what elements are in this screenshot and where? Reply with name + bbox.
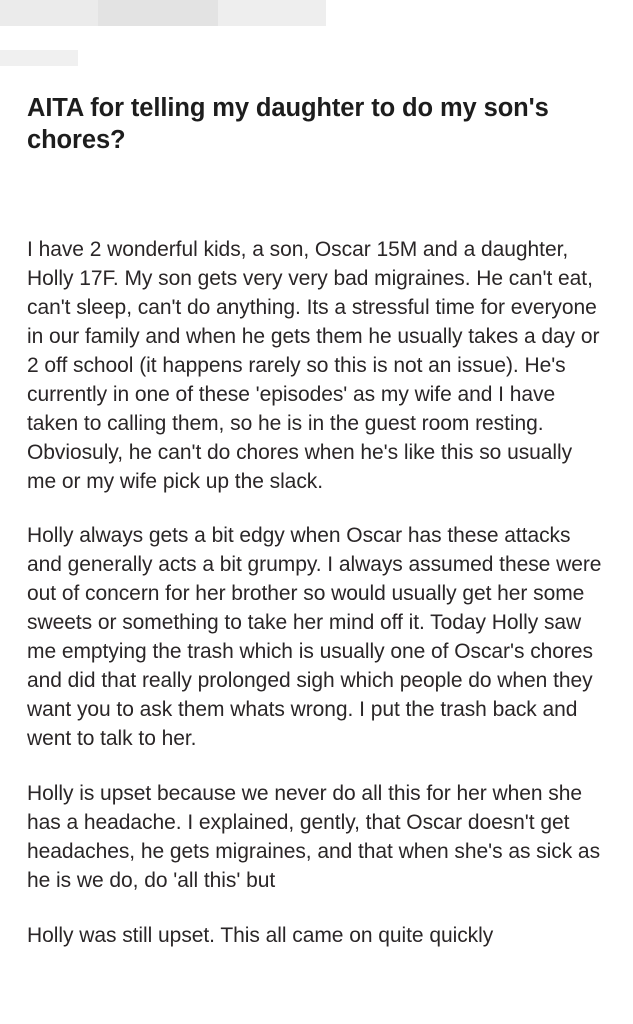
post-paragraph: I have 2 wonderful kids, a son, Oscar 15M and a daughter, Holly 17F. My son gets very very bad migraines. He can't eat, can't sleep, can't do anything. Its a stressful time for everyone in our family and when he gets them he usually takes a day or 2 off school (it happens rarely so this is not an issue). He's currently in one of these 'episodes' as my wife and I have taken to calling them, so he is in the guest room resting. Obviosuly, he can't do chores when he's like this so usually me or my wife pick up the slack. [27,237,600,493]
post-paragraph: Holly always gets a bit edgy when Oscar has these attacks and generally acts a bit grumpy. I always assumed these were out of concern for her brother so would usually get her some sweets or something to take her mind off it. Today Holly saw me emptying the trash which is usually one of Oscar's chores and did that really prolonged sigh which people do when they want you to ask them whats wrong. I put the trash back and went to talk to her. [27,524,602,751]
page-title: AITA for telling my daughter to do my son's chores? [27,94,549,155]
post-paragraph: Holly is upset because we never do all this for her when she has a headache. I explained, gently, that Oscar doesn't get headaches, he gets migraines, and that when she's as sick as he is we do, do 'all this' but [27,782,601,893]
post-paragraph-clipped: Holly was still upset. This all came on quite quickly [27,924,494,948]
post-content [27,0,607,951]
post-body [27,236,605,951]
